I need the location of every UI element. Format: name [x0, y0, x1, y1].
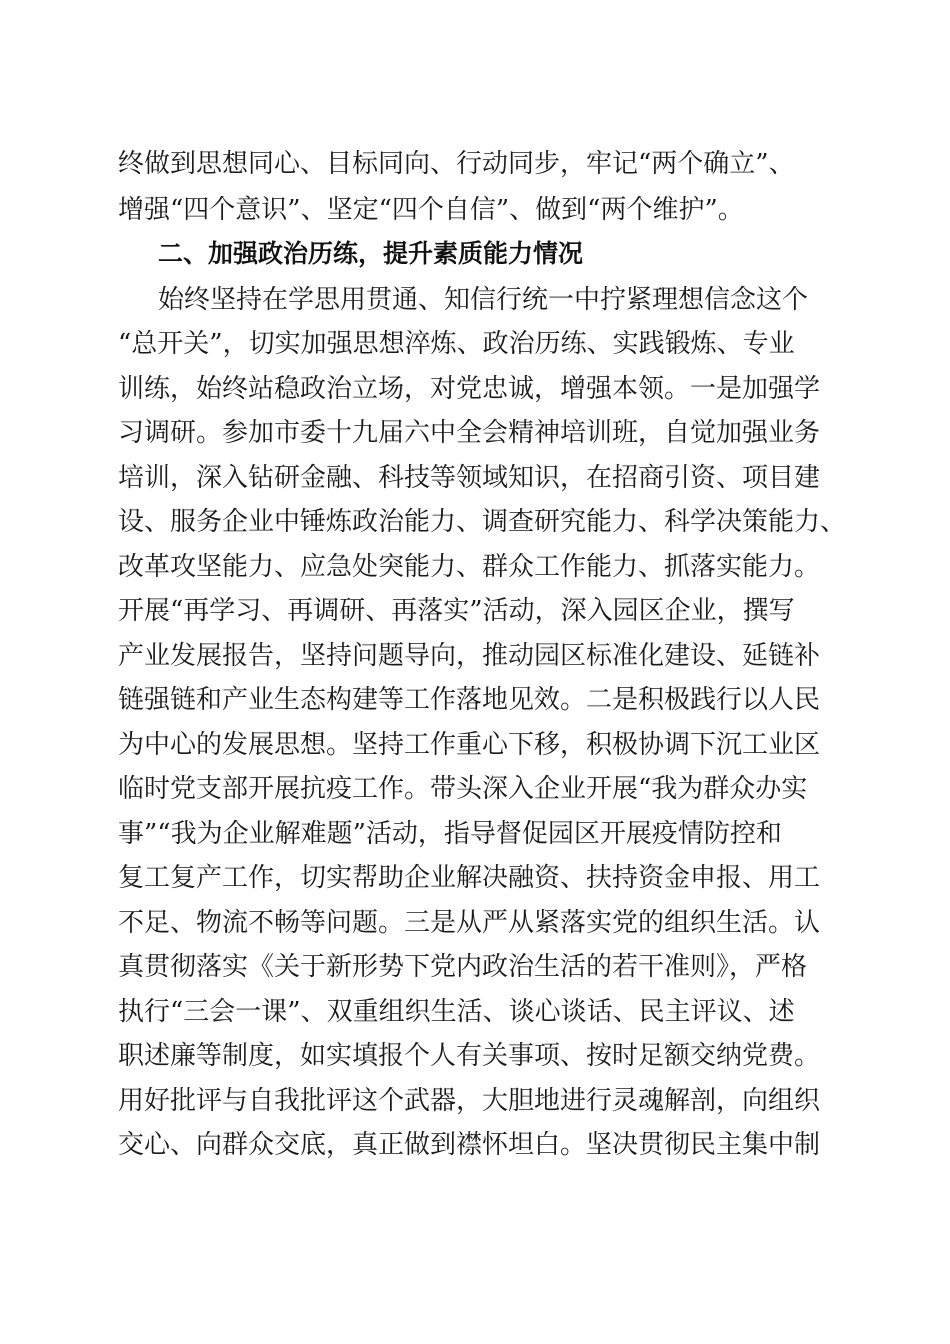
- text-line: 改革攻坚能力、应急处突能力、群众工作能力、抓落实能力。: [118, 552, 821, 582]
- section-heading: 二、加强政治历练，提升素质能力情况: [158, 239, 584, 268]
- text-line: “总开关”，切实加强思想淬炼、政治历练、实践锻炼、专业: [118, 329, 795, 359]
- text-line: 交心、向群众交底，真正做到襟怀坦白。坚决贯彻民主集中制: [118, 1130, 821, 1160]
- text-line: 复工复产工作，切实帮助企业解决融资、扶持资金申报、用工: [118, 863, 821, 893]
- text-line: 终做到思想同心、目标同向、行动同步，牢记“两个确立”、: [118, 149, 795, 179]
- text-line: 培训，深入钻研金融、科技等领域知识，在招商引资、项目建: [118, 463, 821, 493]
- text-line: 增强“四个意识”、坚定“四个自信”、做到“两个维护”。: [118, 195, 744, 225]
- text-line: 事”“我为企业解难题”活动，指导督促园区开展疫情防控和: [118, 819, 782, 849]
- text-line: 职述廉等制度，如实填报个人有关事项、按时足额交纳党费。: [118, 1041, 821, 1071]
- text-line: 为中心的发展思想。坚持工作重心下移，积极协调下沉工业区: [118, 730, 821, 760]
- text-line: 执行“三会一课”、双重组织生活、谈心谈话、民主评议、述: [118, 997, 795, 1027]
- text-line: 习调研。参加市委十九届六中全会精神培训班，自觉加强业务: [118, 418, 821, 448]
- paragraph-first-line: 始终坚持在学思用贯通、知信行统一中拧紧理想信念这个: [158, 285, 809, 315]
- text-line: 链强链和产业生态构建等工作落地见效。二是积极践行以人民: [118, 685, 821, 715]
- text-line: 不足、物流不畅等问题。三是从严从紧落实党的组织生活。认: [118, 908, 821, 938]
- text-line: 开展“再学习、再调研、再落实”活动，深入园区企业，撰写: [118, 596, 795, 626]
- text-line: 用好批评与自我批评这个武器，大胆地进行灵魂解剖，向组织: [118, 1086, 821, 1116]
- text-line: 临时党支部开展抗疫工作。带头深入企业开展“我为群众办实: [118, 774, 808, 804]
- text-line: 真贯彻落实《关于新形势下党内政治生活的若干准则》，严格: [118, 952, 808, 982]
- text-line: 训练，始终站稳政治立场，对党忠诚，增强本领。一是加强学: [118, 374, 821, 404]
- text-line: 设、服务企业中锤炼政治能力、调查研究能力、科学决策能力、: [118, 507, 847, 537]
- text-line: 产业发展报告，坚持问题导向，推动园区标准化建设、延链补: [118, 641, 821, 671]
